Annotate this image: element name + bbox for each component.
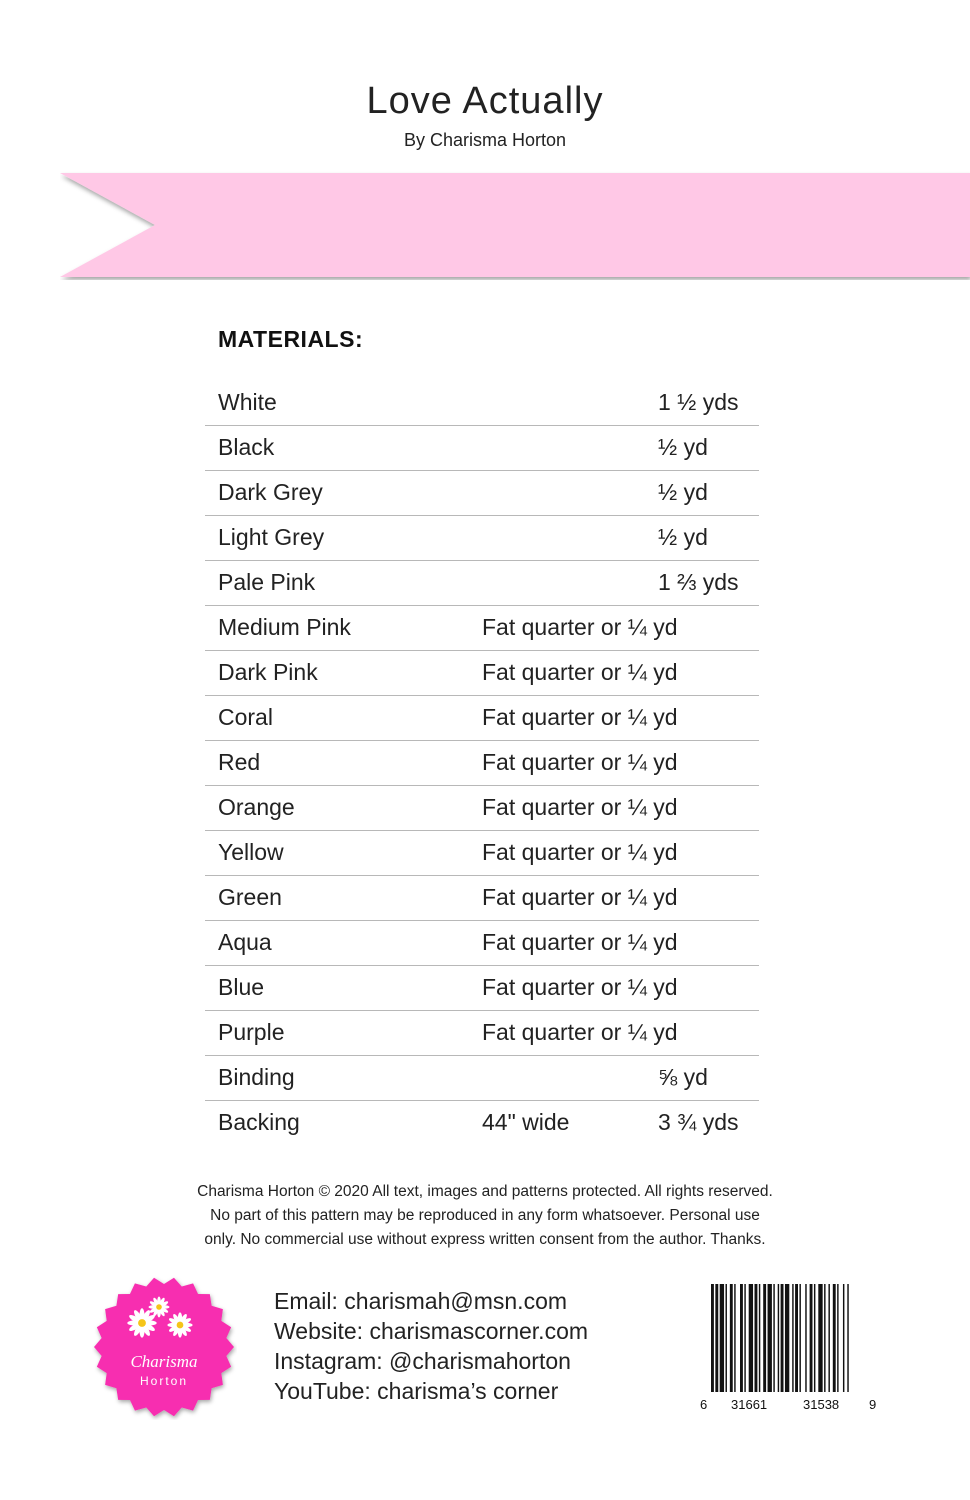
material-name: Dark Pink (218, 659, 318, 685)
materials-row (205, 831, 759, 876)
material-name: Light Grey (218, 524, 325, 550)
material-note: Fat quarter or ¼ yd (482, 1019, 678, 1045)
upc-barcode (697, 1282, 881, 1412)
barcode-digit-lead: 6 (700, 1397, 708, 1412)
materials-row (205, 786, 759, 831)
materials-row (205, 426, 759, 471)
logo-name: Charisma (130, 1352, 198, 1371)
material-name: Red (218, 749, 261, 775)
barcode-digit-check: 9 (869, 1397, 877, 1412)
materials-row (205, 561, 759, 606)
material-note: Fat quarter or ¼ yd (482, 659, 678, 685)
material-note: Fat quarter or ¼ yd (482, 749, 678, 775)
material-note: Fat quarter or ¼ yd (482, 974, 678, 1000)
materials-table (205, 381, 759, 1145)
materials-row (205, 381, 759, 426)
materials-row (205, 1056, 759, 1101)
barcode-digits-right: 31538 (803, 1397, 840, 1412)
contact-info (274, 1286, 588, 1406)
material-note: Fat quarter or ¼ yd (482, 614, 678, 640)
materials-row (205, 1101, 759, 1145)
contact-instagram: Instagram: @charismahorton (274, 1348, 571, 1374)
material-name: Aqua (218, 929, 272, 955)
material-quantity: ½ yd (658, 524, 708, 550)
materials-row (205, 651, 759, 696)
copyright-line: Charisma Horton © 2020 All text, images and patterns protected. All rights reserved. (197, 1183, 773, 1200)
material-quantity: ⅝ yd (658, 1064, 708, 1090)
material-name: Blue (218, 974, 265, 1000)
material-name: Pale Pink (218, 569, 316, 595)
material-note: 44" wide (482, 1109, 570, 1135)
materials-row (205, 696, 759, 741)
pattern-author: By Charisma Horton (403, 130, 567, 150)
materials-heading: MATERIALS: (218, 326, 364, 352)
material-quantity: ½ yd (658, 479, 708, 505)
material-name: Dark Grey (218, 479, 323, 505)
material-name: Coral (218, 704, 273, 730)
materials-row (205, 921, 759, 966)
material-name: Black (218, 434, 275, 460)
material-note: Fat quarter or ¼ yd (482, 794, 678, 820)
material-quantity: 3 ¾ yds (658, 1109, 739, 1135)
materials-row (205, 876, 759, 921)
material-quantity: 1 ⅔ yds (658, 569, 739, 595)
contact-youtube: YouTube: charisma’s corner (274, 1378, 559, 1404)
material-note: Fat quarter or ¼ yd (482, 704, 678, 730)
copyright-line: No part of this pattern may be reproduced in any form whatsoever. Personal use (210, 1207, 760, 1224)
pattern-title: Love Actually (366, 80, 604, 122)
material-note: Fat quarter or ¼ yd (482, 884, 678, 910)
material-name: Medium Pink (218, 614, 351, 640)
material-quantity: ½ yd (658, 434, 708, 460)
material-name: Orange (218, 794, 295, 820)
material-name: White (218, 389, 277, 415)
material-note: Fat quarter or ¼ yd (482, 929, 678, 955)
contact-website: Website: charismascorner.com (274, 1318, 589, 1344)
material-quantity: 1 ½ yds (658, 389, 739, 415)
materials-row (205, 516, 759, 561)
charisma-horton-logo (92, 1275, 237, 1420)
materials-row (205, 1011, 759, 1056)
material-name: Backing (218, 1109, 300, 1135)
material-note: Fat quarter or ¼ yd (482, 839, 678, 865)
material-name: Purple (218, 1019, 285, 1045)
materials-row (205, 741, 759, 786)
pink-ribbon-banner (60, 170, 970, 280)
copyright-line: only. No commercial use without express written consent from the author. Thanks. (204, 1231, 766, 1248)
material-name: Yellow (218, 839, 284, 865)
material-name: Binding (218, 1064, 295, 1090)
materials-row (205, 471, 759, 516)
materials-row (205, 606, 759, 651)
copyright-notice (100, 1180, 870, 1252)
material-name: Green (218, 884, 282, 910)
logo-surname: Horton (139, 1374, 189, 1388)
barcode-digits-left: 31661 (731, 1397, 768, 1412)
materials-row (205, 966, 759, 1011)
contact-email: Email: charismah@msn.com (274, 1288, 568, 1314)
